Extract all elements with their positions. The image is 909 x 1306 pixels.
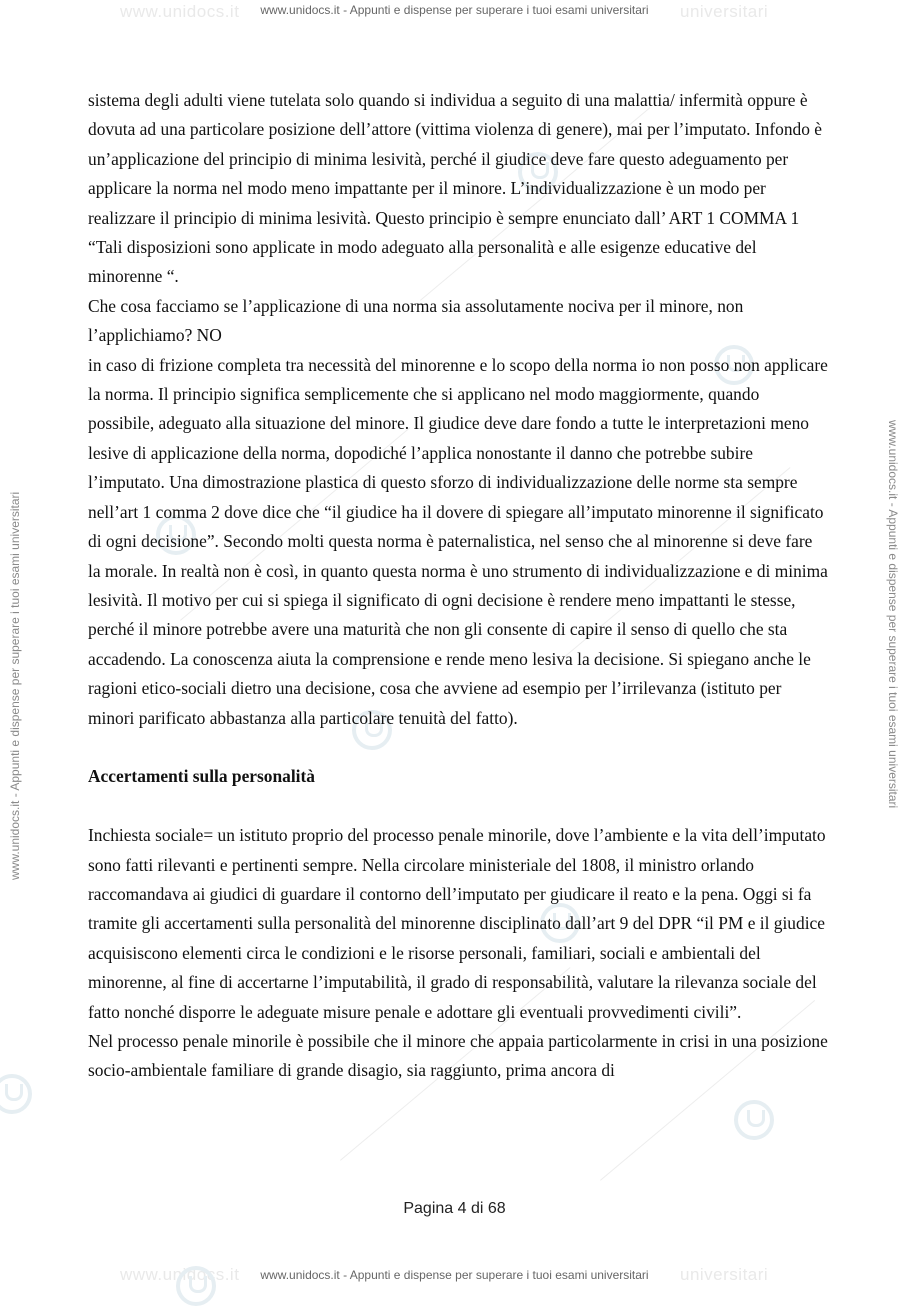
paragraph-3: in caso di frizione completa tra necessità del minorenne e lo scopo della norma io non posso non applicare la norma. Il principio significa semplicemente che si applicano nel modo maggiormente, quando possibile, adeguato alla situazione del minore. Il giudice deve dare fondo a tutte le interpretazioni meno lesive di applicazione della norma, dopodiché l’applica nonostante il danno che potrebbe subire l’imputato. Una dimostrazione plastica di questo sforzo di individualizzazione delle norme sta sempre nell’art 1 comma 2 dove dice che “il giudice ha il dovere di spiegare all’imputato minorenne il significato di ogni decisione”. Secondo molti questa norma è paternalistica, nel senso che al minorenne si deve fare la morale. In realtà non è così, in quanto questa norma è uno strumento di individualizzazione e di minima lesività. Il motivo per cui si spiega il significato di ogni decisione è rendere meno impattanti le stesse, perché il minore potrebbe avere una maturità che non gli consente di capire il senso di quello che sta accadendo. La conoscenza aiuta la comprensione e rende meno lesiva la decisione. Si spiegano anche le ragioni etico-sociali dietro una decisione, cosa che avviene ad esempio per l’irrilevanza (istituto per minori parificato abbastanza alla particolare tenuità del fatto). (88, 354, 828, 728)
top-banner: www.unidocs.it - Appunti e dispense per superare i tuoi esami universitari (260, 3, 649, 17)
watermark-logo-icon (0, 1074, 32, 1114)
watermark-logo-icon (734, 1100, 774, 1140)
watermark-ghost-top-right: universitari (680, 2, 769, 21)
paragraph-gap (88, 792, 828, 821)
watermark-ghost-bottom-right: universitari (680, 1265, 769, 1284)
page-number: Pagina 4 di 68 (403, 1200, 506, 1217)
document-body (88, 86, 828, 1086)
paragraph-5: Nel processo penale minorile è possibile che il minore che appaia particolarmente in crisi in una posizione socio-ambientale familiare di grande disagio, sia raggiunto, prima ancora di (88, 1030, 828, 1081)
bottom-banner: www.unidocs.it - Appunti e dispense per superare i tuoi esami universitari (260, 1268, 649, 1282)
paragraph-2: Che cosa facciamo se l’applicazione di una norma sia assolutamente nociva per il minore, non l’applichiamo? NO (88, 295, 744, 346)
side-banner-left: www.unidocs.it - Appunti e dispense per superare i tuoi esami universitari (8, 491, 22, 880)
paragraph-1: sistema degli adulti viene tutelata solo quando si individua a seguito di una malattia/ infermità oppure è dovuta ad una particolare posizione dell’attore (vittima violenza di genere), mai per l’imputato. Infondo è un’applicazione del principio di minima lesività, perché il giudice deve fare questo adeguamento per applicare la norma nel modo meno impattante per il minore. L’individualizzazione è un modo per realizzare il principio di minima lesività. Questo principio è sempre enunciato dall’ ART 1 COMMA 1 “Tali disposizioni sono applicate in modo adeguato alla personalità e alle esigenze educative del minorenne “. (88, 90, 822, 287)
section-heading: Accertamenti sulla personalità (88, 766, 316, 787)
side-banner-right: www.unidocs.it - Appunti e dispense per superare i tuoi esami universitari (886, 420, 900, 809)
paragraph-4: Inchiesta sociale= un istituto proprio del processo penale minorile, dove l’ambiente e la vita dell’imputato sono fatti rilevanti e pertinenti sempre. Nella circolare ministeriale del 1808, il ministro orlando raccomandava ai giudici di guardare il contorno dell’imputato per giudicare il reato e la pena. Oggi si fa tramite gli accertamenti sulla personalità del minorenne disciplinato dall’art 9 del DPR “il PM e il giudice acquisiscono elementi circa le condizioni e le risorse personali, familiari, sociali e ambientali del minorenne, al fine di accertarne l’imputabilità, il grado di responsabilità, valutare la rilevanza sociale del fatto nonché disporre le adeguate misure penale e adottare gli eventuali provvedimenti civili”. (88, 825, 826, 1022)
paragraph-gap (88, 733, 828, 762)
watermark-ghost-top-left: www.unidocs.it (120, 2, 240, 21)
watermark-ghost-bottom-left: www.unidocs.it (120, 1265, 240, 1284)
